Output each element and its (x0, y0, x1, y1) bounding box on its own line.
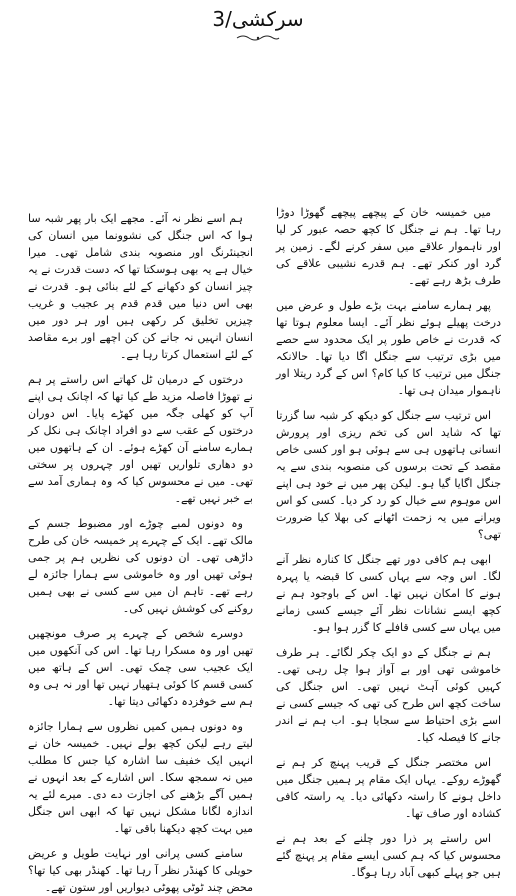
paragraph: پھر ہمارے سامنے بہت بڑے طول و عرض میں درخت پھیلے ہوئے نظر آئے۔ ایسا معلوم ہوتا تھا کہ قدرت نے خاص طور پر ایک محدود سے حصے میں بڑی ترتیب سے جنگل اگا دیا تھا۔ حالانکہ جنگل میں ترتیب کا کیا کام؟ اس کے گرد ریتلا اور ناہموار میدان ہی تھا۔ (276, 299, 501, 397)
paragraph: اس ترتیب سے جنگل کو دیکھ کر شبہ سا گزرتا تھا کہ شاید اس کی تخم ریزی اور پرورش انسانی ہاتھوں ہی سے ہوئی ہو اور کسی خاص مقصد کے تحت برسوں کی منصوبہ بندی سے یہ جنگل اگایا گیا ہو۔ لیکن پھر میں نے خود ہی اپنے اس موہوم سے خیال کو رد کر دیا۔ کسی کو اس ویرانے میں یہ زحمت اٹھانے کی بھلا کیا ضرورت تھی؟ (276, 409, 501, 541)
ornament-divider (235, 34, 281, 42)
paragraph: ہم اسے نظر نہ آئے۔ مجھے ایک بار پھر شبہ سا ہوا کہ اس جنگل کی نشوونما میں انسان کی انجینئرنگ اور منصوبہ بندی شامل تھی۔ میرا خیال ہے یہ بھی ہوسکتا تھا کہ دست قدرت نے یہ چیز انسان کو دکھانے کے لئے بنائی ہو۔ قدرت نے بھی اس دنیا میں قدم قدم پر عجیب و غریب چیزیں تخلیق کر رکھی ہیں اور ہر دور میں انسان انہیں نہ جانے کن کن اچھے اور برے مقاصد کے لئے استعمال کرتا رہا ہے۔ (28, 212, 253, 361)
paragraph: درختوں کے درمیان ٹل کھاتے اس راستے پر ہم نے تھوڑا فاصلہ مزید طے کیا تھا کہ اچانک ہی اپنے آپ کو کھلی جگہ میں کھڑے پایا۔ اس دوران درختوں کے عقب سے دو افراد اچانک ہی نکل کر ہمارے سامنے آن کھڑے ہوئے۔ ان کے ہاتھوں میں دو دھاری تلواریں تھیں اور چہروں پر سختی تھی۔ میں نے محسوس کیا کہ وہ ہماری آمد سے بے خبر نہیں تھے۔ (28, 373, 253, 505)
paragraph: وہ دونوں ہمیں کمیں نظروں سے ہمارا جائزہ لیتے رہے لیکن کچھ بولے نہیں۔ خمیسہ خان نے انہیں ایک خفیف سا اشارہ کیا جس کا مطلب میں نہ سمجھ سکا۔ اس اشارے کے بعد انہوں نے ہمیں آگے بڑھنے کی اجازت دے دی۔ میرے لئے یہ اندازہ لگانا مشکل نہیں تھا کہ ابھی اس جنگل میں بہت کچھ دیکھنا باقی تھا۔ (28, 720, 253, 835)
paragraph: ہم نے جنگل کے دو ایک چکر لگائے۔ ہر طرف خاموشی تھی اور بے آواز ہوا چل رہی تھی۔ کہیں کوئی آہٹ نہیں تھی۔ اس جنگل کی ساخت کچھ اس طرح کی تھی کہ جیسے کسی نے اسے بڑی احتیاط سے سجایا ہو۔ اب ہم نے اندر جانے کا فیصلہ کیا۔ (276, 646, 501, 744)
paragraph: ابھی ہم کافی دور تھے جنگل کا کنارہ نظر آنے لگا۔ اس وجہ سے یہاں کسی کا قبضہ یا پہرہ ہونے کا امکان نہیں تھا۔ اس کے باوجود ہم نے کچھ ایسے نشانات نظر آئے جیسے کسی زمانے میں یہاں سے کسی قافلے کا گزر ہوا ہو۔ (276, 553, 501, 634)
text-column-right (276, 204, 501, 881)
paragraph: وہ دونوں لمبے چوڑے اور مضبوط جسم کے مالک تھے۔ ایک کے چہرے پر خمیسہ خان کی طرح داڑھی تھی۔ ان دونوں کی نظریں ہم پر جمی ہوئی تھیں اور وہ خاموشی سے ہمارا جائزہ لے رہے تھے۔ تاہم ان میں سے کسی نے بھی ہمیں روکنے کی کوشش نہیں کی۔ (28, 517, 253, 615)
paragraph: سامنے کسی پرانی اور نہایت طویل و عریض حویلی کا کھنڈر نظر آ رہا تھا۔ کھنڈر بھی کیا تھا؟ محض چند ٹوٹی پھوٹی دیواریں اور ستون تھے۔ (28, 847, 253, 894)
paragraph: اس مختصر جنگل کے قریب پہنچ کر ہم نے گھوڑے روکے۔ یہاں ایک مقام پر ہمیں جنگل میں داخل ہونے کا راستہ دکھائی دیا۔ یہ راستہ کافی کشادہ اور صاف تھا۔ (276, 756, 501, 820)
paragraph: میں خمیسہ خان کے پیچھے پیچھے گھوڑا دوڑا رہا تھا۔ ہم نے جنگل کا کچھ حصہ عبور کر لیا اور ناہموار علاقے میں سفر کرنے لگے۔ زمین پر گرد اور کنکر تھے۔ ہم قدرے نشیبی علاقے کی طرف بڑھ رہے تھے۔ (276, 206, 501, 287)
paragraph: دوسرے شخص کے چہرے پر صرف مونچھیں تھیں اور وہ مسکرا رہا تھا۔ اس کی آنکھوں میں ایک عجیب سی چمک تھی۔ اس کے ہاتھ میں کسی قسم کا کوئی ہتھیار نہیں تھا اور نہ ہی وہ ہم سے خوفزدہ دکھائی دیتا تھا۔ (28, 627, 253, 708)
page-title: سرکشی/3 (212, 7, 304, 31)
text-column-left (28, 210, 253, 896)
paragraph: اس راستے پر ذرا دور چلنے کے بعد ہم نے محسوس کیا کہ ہم کسی ایسے مقام پر پہنچ گئے ہیں جو پہلے کبھی آباد رہا ہوگا۔ (276, 832, 501, 879)
page-header (0, 6, 516, 42)
